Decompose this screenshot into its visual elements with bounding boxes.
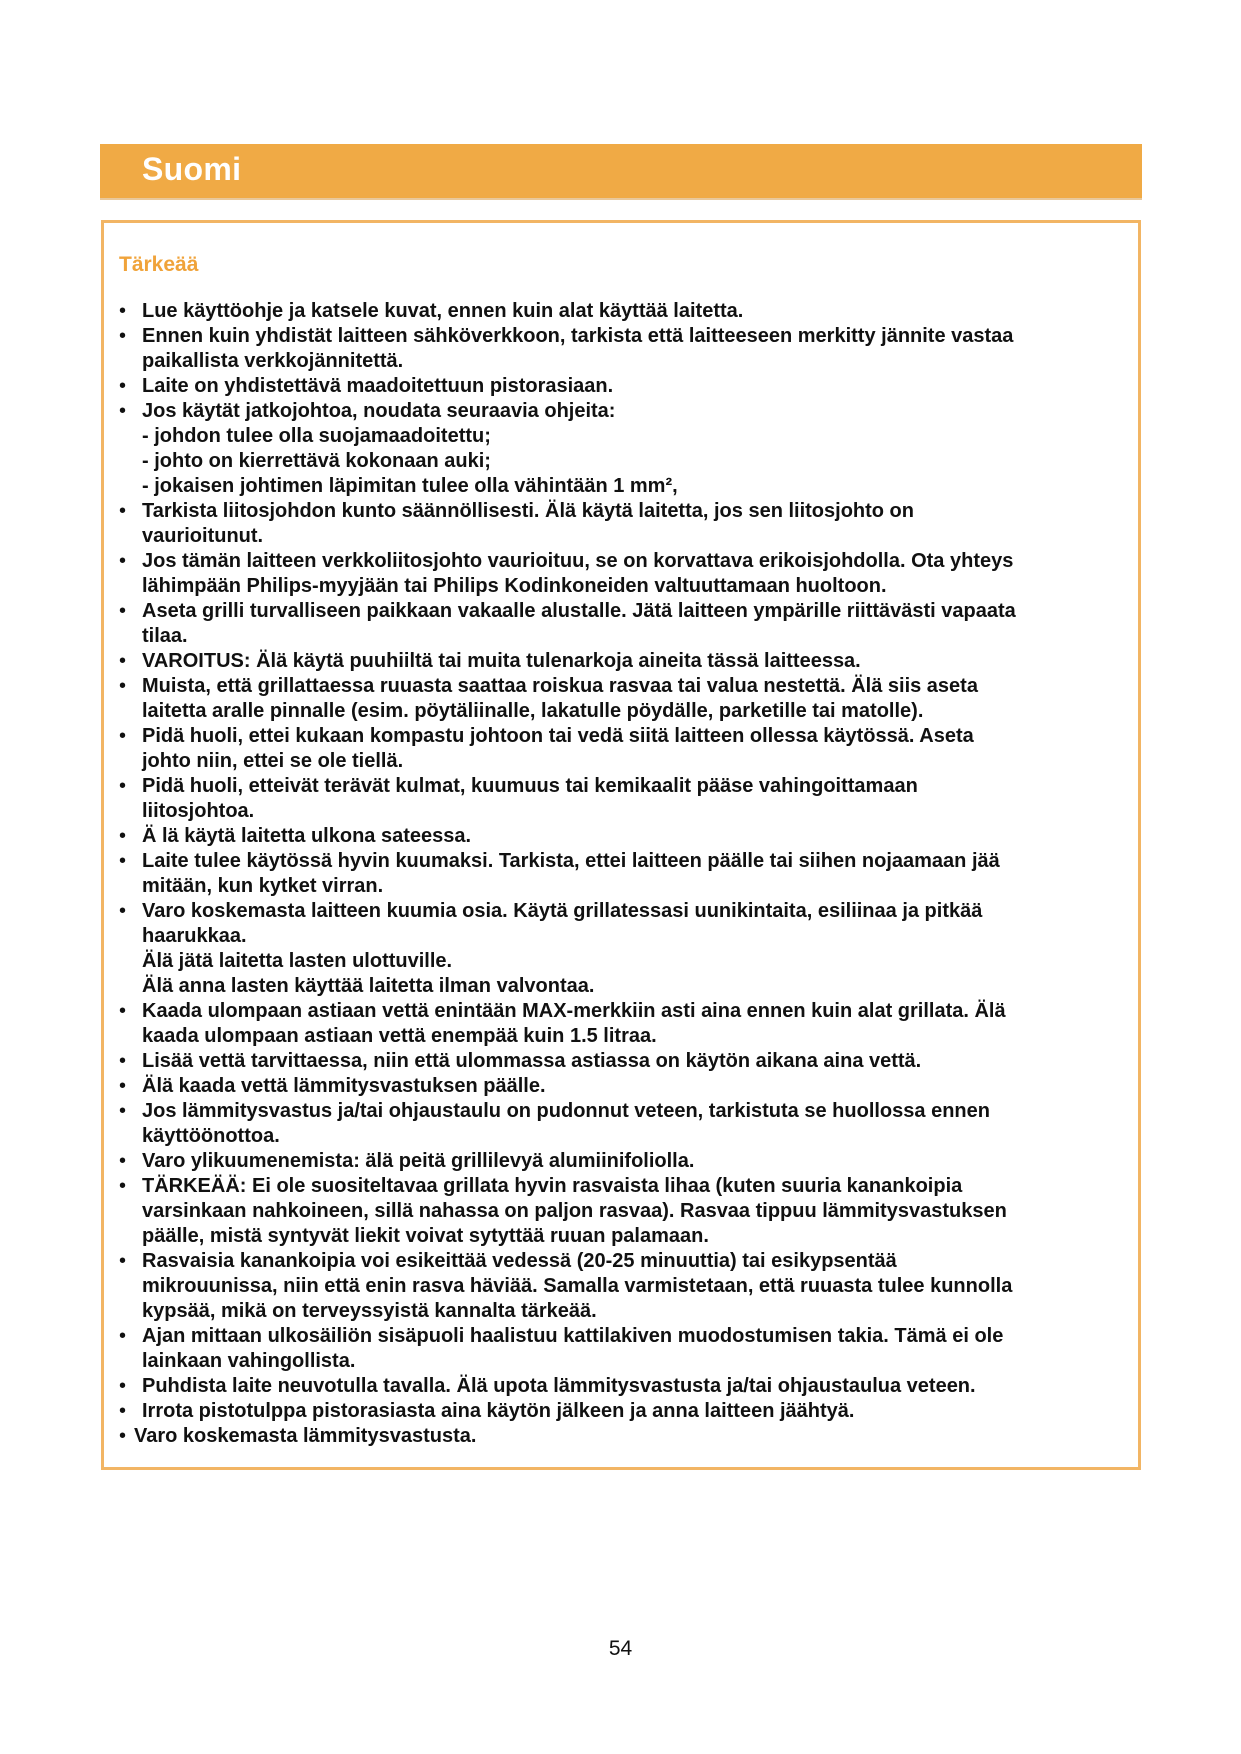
item-line: - johto on kierrettävä kokonaan auki; [142,450,491,472]
list-item [104,299,1124,324]
list-item [104,899,1124,999]
important-notice-box [101,220,1141,1470]
item-line: mikrouunissa, niin että enin rasva häviää. Samalla varmistetaan, että ruuasta tulee kunnolla [142,1275,1013,1297]
item-line: • Lue käyttöohje ja katsele kuvat, ennen kuin alat käyttää laitetta. [142,300,744,322]
item-line: johto niin, ettei se ole tiellä. [142,750,404,772]
list-item [104,1174,1124,1249]
item-line: • Rasvaisia kanankoipia voi esikeittää vedessä (20-25 minuuttia) tai esikypsentää [142,1250,897,1272]
item-line: • Pidä huoli, ettei kukaan kompastu johtoon tai vedä siitä laitteen ollessa käytössä. Aseta [142,725,974,747]
list-item [104,674,1124,724]
important-heading: Tärkeää [119,253,199,276]
item-line: - jokaisen johtimen läpimitan tulee olla vähintään 1 mm², [142,475,678,497]
item-line: • Laite on yhdistettävä maadoitettuun pistorasiaan. [142,375,614,397]
page-number: 54 [608,1637,633,1660]
list-item [104,849,1124,899]
item-line: laitetta aralle pinnalle (esim. pöytäliinalle, lakatulle pöydälle, parketille tai matolle). [142,700,924,722]
item-line: • Tarkista liitosjohdon kunto säännöllisesti. Älä käytä laitetta, jos sen liitosjohto on [142,500,914,522]
section-title: Suomi [142,151,242,187]
list-item [104,1424,1124,1449]
item-line: lähimpään Philips-myyjään tai Philips Kodinkoneiden valtuuttamaan huoltoon. [142,575,887,597]
list-item [104,1074,1124,1099]
list-item [104,1249,1124,1324]
list-item [104,1049,1124,1074]
item-line: • Varo koskemasta lämmitysvastusta. [134,1425,477,1447]
item-line: Älä jätä laitetta lasten ulottuville. [142,950,453,972]
item-line: mitään, kun kytket virran. [142,875,384,897]
item-line: • Muista, että grillattaessa ruuasta saattaa roiskua rasvaa tai valua nestettä. Älä siis aseta [142,675,978,697]
list-item [104,324,1124,374]
item-line: • TÄRKEÄÄ: Ei ole suositeltavaa grillata hyvin rasvaista lihaa (kuten suuria kanankoipia [142,1175,963,1197]
item-line: • VAROITUS: Älä käytä puuhiiltä tai muita tulenarkoja aineita tässä laitteessa. [142,650,861,672]
item-line: • Jos lämmitysvastus ja/tai ohjaustaulu on pudonnut veteen, tarkistuta se huollossa ennen [142,1100,990,1122]
list-item [104,399,1124,499]
item-line: päälle, mistä syntyvät liekit voivat sytyttää ruuan palamaan. [142,1225,709,1247]
item-line: varsinkaan nahkoineen, sillä nahassa on paljon rasvaa). Rasvaa tippuu lämmitysvastuksen [142,1200,1007,1222]
list-item [104,1149,1124,1174]
list-item [104,1399,1124,1424]
list-item [104,549,1124,599]
item-line: • Laite tulee käytössä hyvin kuumaksi. Tarkista, ettei laitteen päälle tai siihen nojaamaan jää [142,850,1000,872]
list-item [104,999,1124,1049]
section-header-bar [100,144,1142,198]
item-line: paikallista verkkojännitettä. [142,350,404,372]
item-line: • Lisää vettä tarvittaessa, niin että ulommassa astiassa on käytön aikana aina vettä. [142,1050,922,1072]
item-line: • Ennen kuin yhdistät laitteen sähköverkkoon, tarkista että laitteeseen merkitty jännite vastaa [142,325,1014,347]
list-item [104,774,1124,824]
item-line: Älä anna lasten käyttää laitetta ilman valvontaa. [142,975,595,997]
item-line: kypsää, mikä on terveyssyistä kannalta tärkeää. [142,1300,597,1322]
list-item [104,599,1124,649]
item-line: • Puhdista laite neuvotulla tavalla. Älä upota lämmitysvastusta ja/tai ohjaustaulua veteen. [142,1375,976,1397]
item-line: • Aseta grilli turvalliseen paikkaan vakaalle alustalle. Jätä laitteen ympärille riittävästi vapaata [142,600,1016,622]
important-bullet-list [104,299,1124,1449]
list-item [104,1324,1124,1374]
item-line: kaada ulompaan astiaan vettä enempää kuin 1.5 litraa. [142,1025,657,1047]
item-line: • Varo ylikuumenemista: älä peitä grillilevyä alumiinifoliolla. [142,1150,695,1172]
item-line: • Ajan mittaan ulkosäiliön sisäpuoli haalistuu kattilakiven muodostumisen takia. Tämä ei ole [142,1325,1004,1347]
item-line: - johdon tulee olla suojamaadoitettu; [142,425,491,447]
list-item [104,724,1124,774]
item-line: käyttöönottoa. [142,1125,280,1147]
item-line: • Irrota pistotulppa pistorasiasta aina käytön jälkeen ja anna laitteen jäähtyä. [142,1400,855,1422]
list-item [104,374,1124,399]
item-line: • Kaada ulompaan astiaan vettä enintään MAX-merkkiin asti aina ennen kuin alat grillata. Älä [142,1000,1006,1022]
item-line: tilaa. [142,625,188,647]
item-line: haarukkaa. [142,925,247,947]
item-line: • Jos käytät jatkojohtoa, noudata seuraavia ohjeita: [142,400,616,422]
item-line: • Ä lä käytä laitetta ulkona sateessa. [142,825,472,847]
list-item [104,1374,1124,1399]
list-item [104,499,1124,549]
list-item [104,1099,1124,1149]
item-line: lainkaan vahingollista. [142,1350,356,1372]
item-line: vaurioitunut. [142,525,264,547]
item-line: • Pidä huoli, etteivät terävät kulmat, kuumuus tai kemikaalit pääse vahingoittamaan [142,775,918,797]
item-line: • Älä kaada vettä lämmitysvastuksen päälle. [142,1075,546,1097]
item-line: liitosjohtoa. [142,800,255,822]
item-line: • Jos tämän laitteen verkkoliitosjohto vaurioituu, se on korvattava erikoisjohdolla. Ota yhteys [142,550,1014,572]
list-item [104,824,1124,849]
list-item [104,649,1124,674]
item-line: • Varo koskemasta laitteen kuumia osia. Käytä grillatessasi uunikintaita, esiliinaa ja pitkää [142,900,983,922]
